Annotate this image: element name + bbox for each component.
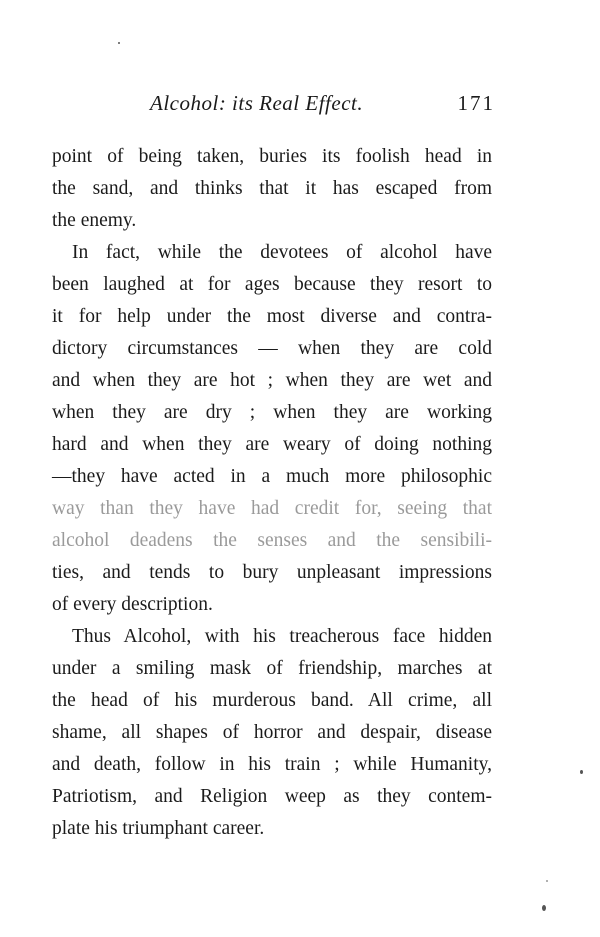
text-line: point of being taken, buries its foolish head in [52, 146, 492, 167]
text-line: hard and when they are weary of doing nothing [52, 434, 492, 455]
text-line: In fact, while the devotees of alcohol have [72, 242, 492, 263]
text-line: been laughed at for ages because they resort to [52, 274, 492, 295]
text-line: the head of his murderous band. All crime, all [52, 690, 492, 711]
text-line: Patriotism, and Religion weep as they contem- [52, 786, 492, 807]
text-line: shame, all shapes of horror and despair, disease [52, 722, 492, 743]
ink-speck [118, 42, 120, 44]
text-line: —they have acted in a much more philosophic [52, 466, 492, 487]
text-line: and when they are hot ; when they are wet and [52, 370, 492, 391]
running-title: Alcohol: its Real Effect. [150, 91, 364, 115]
text-line: dictory circumstances — when they are cold [52, 338, 492, 359]
text-line: way than they have had credit for, seeing that [52, 498, 492, 519]
page-number: 171 [457, 91, 495, 115]
text-line: it for help under the most diverse and contra- [52, 306, 492, 327]
running-head [150, 89, 495, 117]
body-text [52, 141, 492, 845]
text-line: under a smiling mask of friendship, marches at [52, 658, 492, 679]
text-line: of every description. [52, 594, 213, 615]
text-line: and death, follow in his train ; while Humanity, [52, 754, 492, 775]
text-line: the sand, and thinks that it has escaped from [52, 178, 492, 199]
ink-speck [546, 880, 548, 882]
ink-speck [580, 770, 583, 774]
text-line: alcohol deadens the senses and the sensibili- [52, 530, 492, 551]
text-line: when they are dry ; when they are working [52, 402, 492, 423]
text-line: ties, and tends to bury unpleasant impressions [52, 562, 492, 583]
text-line: the enemy. [52, 210, 137, 231]
text-line: Thus Alcohol, with his treacherous face hidden [72, 626, 492, 647]
text-line: plate his triumphant career. [52, 818, 265, 839]
ink-speck [542, 905, 546, 911]
